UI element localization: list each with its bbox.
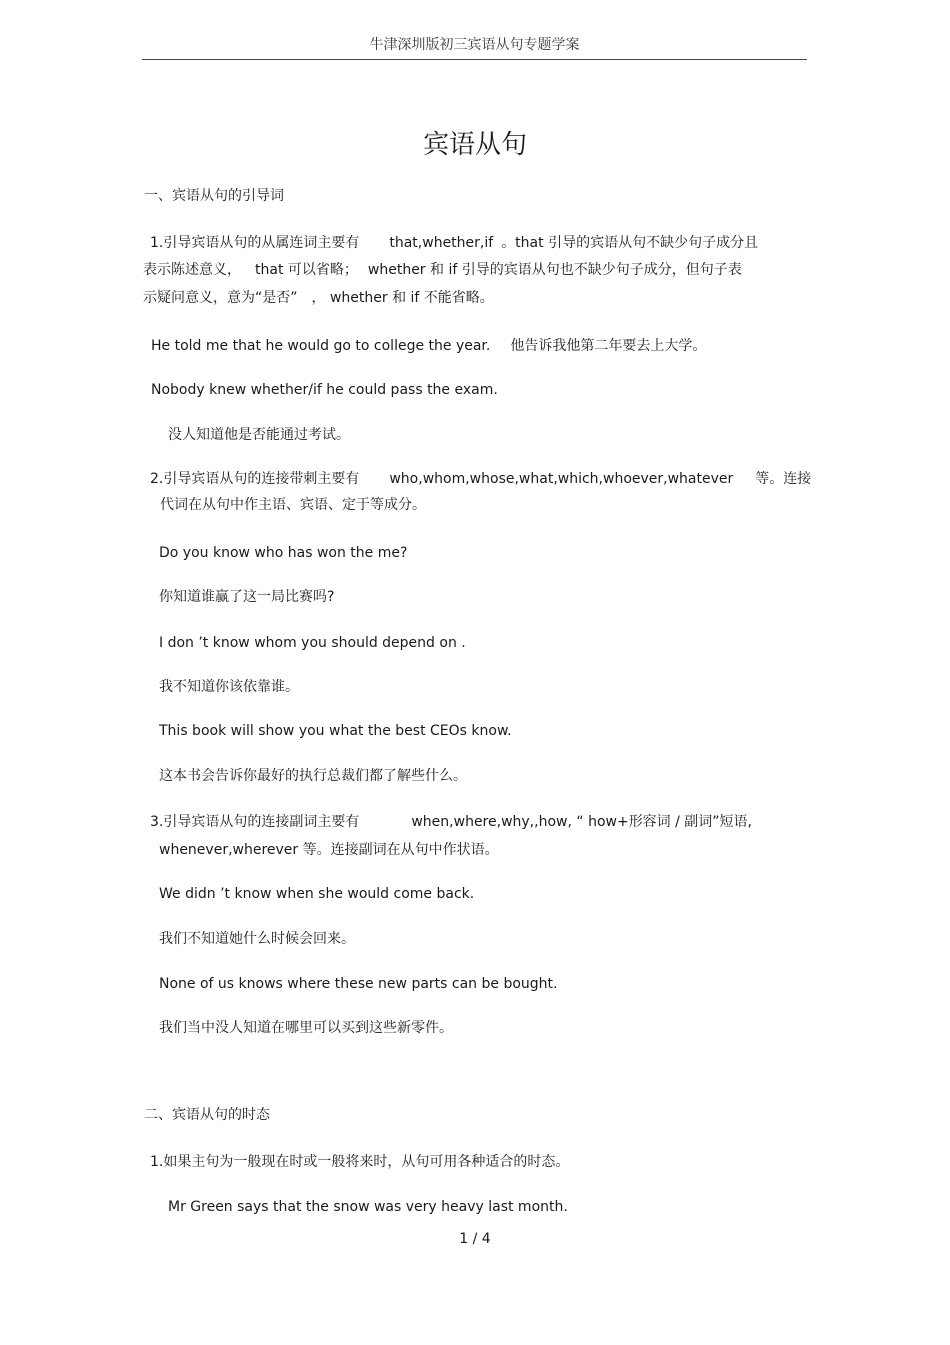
s1-ex1-en: He told me that he would go to college the year.	[151, 338, 491, 354]
s1-p2-line1	[150, 469, 811, 489]
section2-heading: 二、宾语从句的时态	[144, 1107, 270, 1123]
s1-ex6-en: We didn ’t know when she would come back.	[159, 886, 475, 902]
s1-ex2-en: Nobody knew whether/if he could pass the exam.	[151, 382, 498, 398]
s1-p1-l1a: 1.引导宾语从句的从属连词主要有	[150, 235, 360, 251]
s1-ex1-cn: 他告诉我他第二年要去上大学。	[510, 338, 707, 354]
s1-p3-l2: whenever,wherever 等。连接副词在从句中作状语。	[159, 842, 499, 858]
s2-ex1-en: Mr Green says that the snow was very heavy last month.	[168, 1199, 568, 1215]
s1-p1-l1b: that,whether,if	[389, 235, 494, 251]
s1-p1-line2	[143, 260, 742, 280]
s1-p3-l1b: when,where,why,,how, “ how+形容词 / 副词”短语,	[411, 814, 753, 830]
s1-example1	[151, 336, 706, 356]
s1-ex6-cn: 我们不知道她什么时候会回来。	[159, 931, 355, 947]
s1-p1-l1c: 。that 引导的宾语从句不缺少句子成分且	[501, 235, 759, 251]
s1-p1-line1	[150, 233, 758, 253]
s1-p2-l1c: 等。连接	[755, 471, 812, 487]
s1-p1-l2b: that 可以省略；	[255, 262, 358, 278]
document-title: 宾语从句	[422, 130, 527, 160]
s1-ex4-en: I don ’t know whom you should depend on .	[159, 635, 466, 651]
s1-p1-l3a: 示疑问意义，意为“是否”	[143, 290, 298, 306]
s1-p3-line1	[150, 812, 752, 832]
s1-ex2-cn: 没人知道他是否能通过考试。	[168, 427, 350, 443]
s1-p2-l1b: who,whom,whose,what,which,whoever,whatever	[389, 471, 734, 487]
page-number: 1 / 4	[459, 1231, 491, 1247]
section1-heading: 一、宾语从句的引导词	[144, 188, 284, 204]
s2-p1: 1.如果主句为一般现在时或一般将来时，从句可用各种适合的时态。	[150, 1154, 570, 1170]
s1-p2-l2: 代词在从句中作主语、宾语、定于等成分。	[160, 497, 426, 513]
s1-p1-line3	[143, 288, 494, 308]
page-header: 牛津深圳版初三宾语从句专题学案	[369, 37, 580, 53]
s1-ex3-cn: 你知道谁赢了这一局比赛吗?	[159, 589, 335, 605]
header-rule	[142, 59, 807, 60]
s1-p1-l3b: ， whether 和 if 不能省略。	[311, 290, 494, 306]
s1-ex5-cn: 这本书会告诉你最好的执行总裁们都了解些什么。	[159, 768, 467, 784]
s1-ex7-cn: 我们当中没人知道在哪里可以买到这些新零件。	[159, 1020, 453, 1036]
s1-p1-l2c: whether 和 if 引导的宾语从句也不缺少句子成分，但句子表	[367, 262, 742, 278]
s1-ex4-cn: 我不知道你该依靠谁。	[159, 679, 299, 695]
s1-ex7-en: None of us knows where these new parts can be bought.	[159, 976, 558, 992]
s1-p2-l1a: 2.引导宾语从句的连接带刺主要有	[150, 471, 360, 487]
s1-p1-l2a: 表示陈述意义，	[143, 262, 241, 278]
s1-ex3-en: Do you know who has won the me?	[159, 545, 408, 561]
s1-p3-l1a: 3.引导宾语从句的连接副词主要有	[150, 814, 360, 830]
s1-ex5-en: This book will show you what the best CEOs know.	[159, 723, 512, 739]
